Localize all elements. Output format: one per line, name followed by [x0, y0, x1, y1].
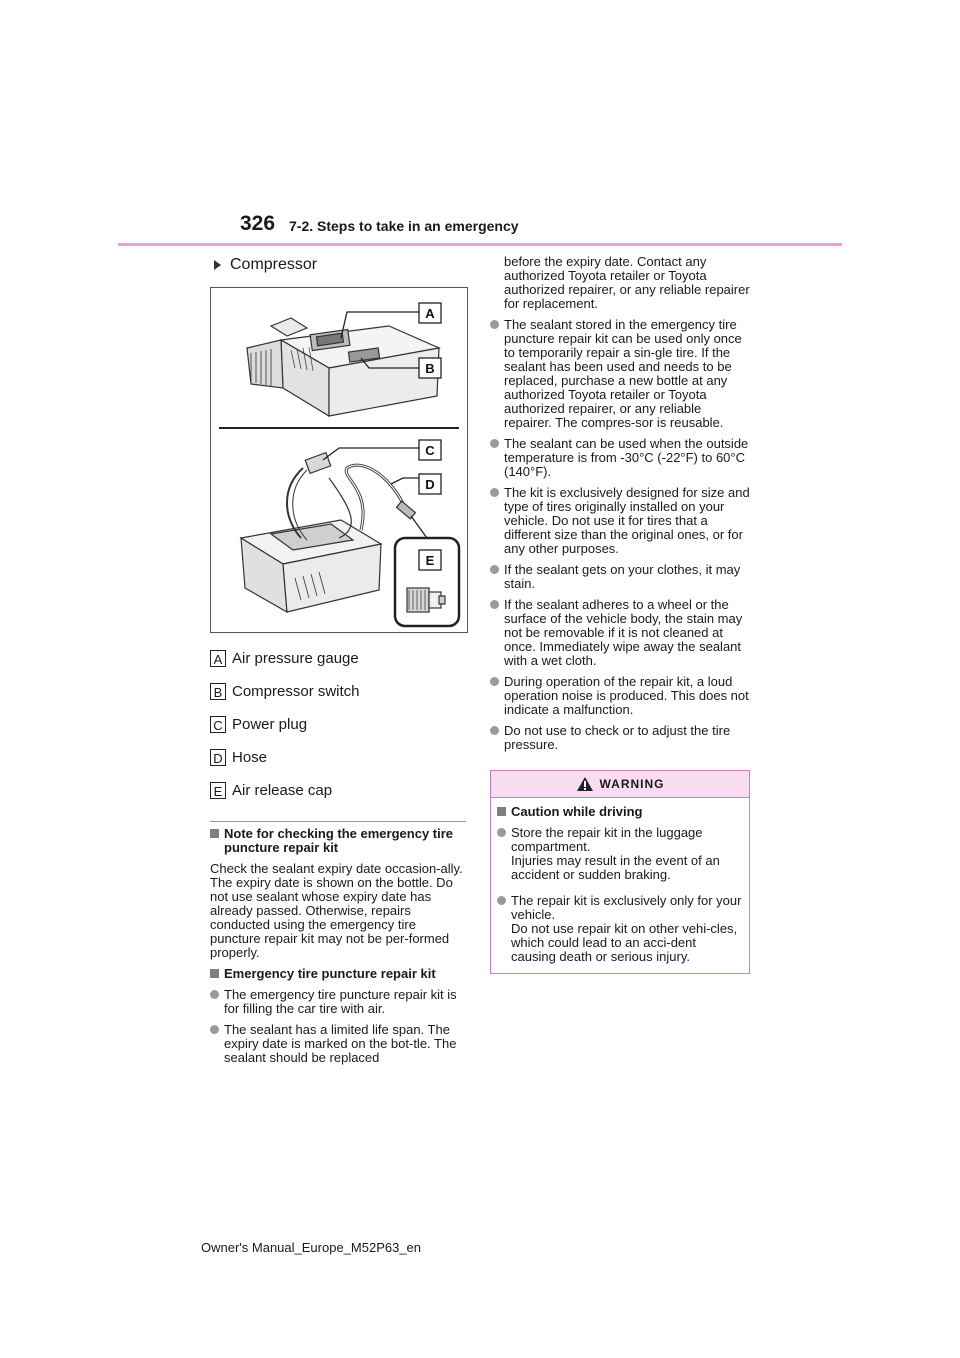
bullet-icon — [490, 677, 499, 686]
warning-label: WARNING — [599, 777, 665, 791]
bullet-icon — [497, 828, 506, 837]
legend-text-b: Compressor switch — [232, 683, 360, 700]
compressor-drawing — [211, 288, 467, 632]
divider — [210, 821, 466, 822]
bullet-icon — [490, 488, 499, 497]
list-item — [497, 826, 743, 882]
legend-item — [210, 708, 468, 741]
warning-subheading-text: Caution while driving — [511, 804, 643, 819]
figure-heading — [214, 255, 468, 275]
callout-e: E — [425, 553, 435, 568]
bullet-text: The sealant has a limited life span. The expiry date is marked on the bot-tle. The sealant should be replaced — [224, 1022, 457, 1065]
legend-letter-e: E — [210, 782, 226, 799]
header-rule — [118, 243, 842, 246]
square-bullet-icon — [210, 969, 219, 978]
list-item — [490, 486, 752, 556]
list-item — [490, 563, 752, 591]
note-paragraph-1: Check the sealant expiry date occasion-ally. — [210, 861, 463, 876]
legend-text-d: Hose — [232, 749, 268, 766]
kit-heading — [210, 967, 468, 981]
warning-item-1-line-1: Store the repair kit in the luggage compartment. — [511, 825, 703, 854]
bullet-icon — [490, 600, 499, 609]
list-item — [490, 318, 752, 430]
triangle-bullet-icon — [214, 260, 221, 270]
note-heading-text: Note for checking the emergency tire puncture repair kit — [224, 826, 454, 855]
list-item — [490, 675, 752, 717]
callout-b: B — [425, 361, 435, 376]
legend-text-c: Power plug — [232, 716, 308, 733]
compressor-bottom-drawing — [241, 453, 415, 612]
legend-item — [210, 774, 468, 807]
footer-text: Owner's Manual_Europe_M52P63_en — [201, 1240, 422, 1255]
continued-text: before the expiry date. Contact any authorized Toyota retailer or Toyota authorized repairer, or any reliable repairer for replacement. — [504, 254, 750, 311]
right-column — [490, 255, 752, 974]
legend-letter-d: D — [210, 749, 226, 766]
legend-letter-a: A — [210, 650, 226, 667]
warning-item-2-line-1: The repair kit is exclusively only for your vehicle. — [511, 893, 742, 922]
bullet-icon — [210, 990, 219, 999]
legend-item — [210, 741, 468, 774]
square-bullet-icon — [497, 807, 506, 816]
bullet-icon — [490, 320, 499, 329]
compressor-illustration — [210, 287, 468, 633]
callout-c: C — [425, 443, 435, 458]
list-item — [210, 1023, 468, 1065]
list-item — [490, 724, 752, 752]
legend-item — [210, 642, 468, 675]
bullet-text: The sealant stored in the emergency tire puncture repair kit can be used only once to temporarily repair a sin-gle tire. If the sealant has been used and needs to be replaced, purchase a new bottle at any authorized Toyota retailer or Toyota authorized repairer, or any reliable repairer. The compres-sor is reusable. — [504, 317, 742, 430]
note-paragraph-2: The expiry date is shown on the bottle. Do not use sealant whose expiry date has already passed. Otherwise, repairs conducted using the emergency tire puncture repair kit may not be per-formed properly. — [210, 875, 453, 960]
bullet-icon — [490, 439, 499, 448]
legend-text-a: Air pressure gauge — [232, 650, 359, 667]
bullet-text: The sealant can be used when the outside temperature is from -30°C (-22°F) to 60°C (140°F). — [504, 436, 749, 479]
list-item — [497, 894, 743, 964]
callout-a: A — [425, 306, 435, 321]
square-bullet-icon — [210, 829, 219, 838]
bullet-text — [511, 894, 743, 964]
legend-letter-c: C — [210, 716, 226, 733]
list-item — [490, 437, 752, 479]
list-item — [490, 598, 752, 668]
legend — [210, 642, 468, 807]
bullet-icon — [497, 896, 506, 905]
callout-d: D — [425, 477, 435, 492]
bullet-icon — [210, 1025, 219, 1034]
bullet-text: If the sealant adheres to a wheel or the surface of the vehicle body, the stain may not be removable if it is not cleaned at once. Immediately wipe away the sealant with a wet cloth. — [504, 597, 743, 668]
figure-heading-text: Compressor — [230, 256, 318, 273]
bullet-text — [511, 826, 743, 882]
bullet-icon — [490, 726, 499, 735]
page-number: 326 — [240, 212, 276, 235]
bullet-text: Do not use to check or to adjust the tire pressure. — [504, 723, 731, 752]
warning-box — [490, 770, 750, 974]
bullet-text: If the sealant gets on your clothes, it may stain. — [504, 562, 741, 591]
legend-letter-b: B — [210, 683, 226, 700]
warning-item-1-line-2: Injuries may result in the event of an accident or sudden braking. — [511, 853, 720, 882]
air-release-cap-drawing — [407, 588, 445, 612]
bullet-text: The kit is exclusively designed for size and type of tires originally installed on your vehicle. Do not use it for tires that a different size than the original ones, or for any other purposes. — [504, 485, 750, 556]
left-column — [210, 255, 468, 1065]
warning-body — [491, 798, 749, 973]
bullet-icon — [490, 565, 499, 574]
bullet-text: The emergency tire puncture repair kit is for filling the car tire with air. — [224, 987, 457, 1016]
section-title: 7-2. Steps to take in an emergency — [289, 218, 519, 234]
note-heading — [210, 827, 468, 855]
legend-item — [210, 675, 468, 708]
warning-triangle-icon — [576, 776, 594, 792]
compressor-top-drawing — [247, 318, 439, 416]
bullet-text: During operation of the repair kit, a loud operation noise is produced. This does not indicate a malfunction. — [504, 674, 749, 717]
kit-heading-text: Emergency tire puncture repair kit — [224, 966, 436, 981]
warning-header — [491, 771, 749, 798]
legend-text-e: Air release cap — [232, 782, 333, 799]
warning-subheading — [497, 805, 743, 819]
list-item — [210, 988, 468, 1016]
warning-item-2-line-2: Do not use repair kit on other vehi-cles, which could lead to an acci-dent causing death or serious injury. — [511, 921, 738, 964]
